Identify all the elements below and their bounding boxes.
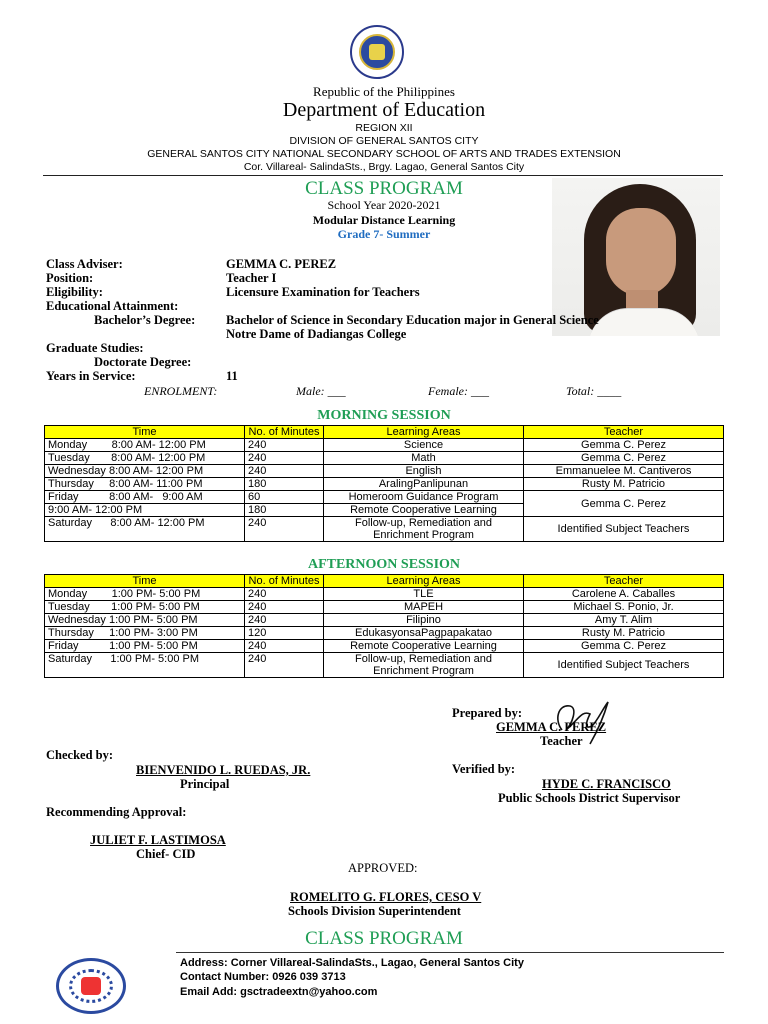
minutes-cell: 240 bbox=[245, 653, 324, 678]
years-label: Years in Service: bbox=[46, 369, 136, 383]
education-label: Educational Attainment: bbox=[46, 299, 179, 313]
approved-label: APPROVED: bbox=[348, 861, 418, 875]
bachelor-value: Bachelor of Science in Secondary Education major in General Science bbox=[226, 313, 599, 327]
verified-by-name: HYDE C. FRANCISCO bbox=[542, 777, 671, 791]
minutes-cell: 240 bbox=[245, 640, 324, 653]
recommending-title: Chief- CID bbox=[136, 847, 196, 861]
teacher-cell: Identified Subject Teachers bbox=[524, 517, 724, 542]
minutes-cell: 120 bbox=[245, 627, 324, 640]
area-cell: TLE bbox=[324, 588, 524, 601]
teacher-cell: Gemma C. Perez bbox=[524, 491, 724, 517]
bachelor-label: Bachelor’s Degree: bbox=[94, 313, 196, 327]
table-row bbox=[45, 653, 724, 678]
teacher-cell: Emmanuelee M. Cantiveros bbox=[524, 465, 724, 478]
address-line: Cor. Villareal- SalindaSts., Brgy. Lagao, General Santos City bbox=[243, 161, 525, 173]
school-year: School Year 2020-2021 bbox=[327, 198, 441, 212]
total-count: Total: ____ bbox=[566, 384, 622, 398]
area-cell: Homeroom Guidance Program bbox=[324, 491, 524, 504]
deped-seal-logo bbox=[350, 25, 404, 79]
afternoon-session-title: AFTERNOON SESSION bbox=[307, 557, 461, 572]
table-row bbox=[45, 439, 724, 452]
time-cell: Monday 1:00 PM- 5:00 PM bbox=[45, 588, 245, 601]
area-cell: Math bbox=[324, 452, 524, 465]
position-label: Position: bbox=[46, 271, 94, 285]
checked-by-title: Principal bbox=[180, 777, 230, 791]
prepared-by-label: Prepared by: bbox=[452, 706, 523, 720]
table-header-row bbox=[45, 575, 724, 588]
footer-class-program-title: CLASS PROGRAM bbox=[305, 928, 463, 949]
eligibility-label: Eligibility: bbox=[46, 285, 103, 299]
area-cell: MAPEH bbox=[324, 601, 524, 614]
teacher-cell: Gemma C. Perez bbox=[524, 452, 724, 465]
learning-mode: Modular Distance Learning bbox=[312, 213, 456, 227]
time-cell: Thursday 1:00 PM- 3:00 PM bbox=[45, 627, 245, 640]
teacher-cell: Gemma C. Perez bbox=[524, 640, 724, 653]
table-row bbox=[45, 452, 724, 465]
adviser-label: Class Adviser: bbox=[46, 257, 123, 271]
time-cell: Thursday 8:00 AM- 11:00 PM bbox=[45, 478, 245, 491]
area-cell: Follow-up, Remediation and Enrichment Program bbox=[324, 653, 524, 678]
header-time: Time bbox=[45, 426, 245, 439]
table-row bbox=[45, 614, 724, 627]
area-cell: English bbox=[324, 465, 524, 478]
minutes-cell: 180 bbox=[245, 504, 324, 517]
table-row bbox=[45, 465, 724, 478]
adviser-value: GEMMA C. PEREZ bbox=[226, 257, 337, 271]
recommending-label: Recommending Approval: bbox=[46, 805, 187, 819]
teacher-cell: Carolene A. Caballes bbox=[524, 588, 724, 601]
time-cell: Wednesday 8:00 AM- 12:00 PM bbox=[45, 465, 245, 478]
table-row bbox=[45, 517, 724, 542]
footer-divider bbox=[176, 952, 724, 953]
header-teacher: Teacher bbox=[524, 426, 724, 439]
class-program-title: CLASS PROGRAM bbox=[305, 178, 463, 199]
header-minutes: No. of Minutes bbox=[245, 575, 324, 588]
minutes-cell: 240 bbox=[245, 452, 324, 465]
time-cell: Tuesday 1:00 PM- 5:00 PM bbox=[45, 601, 245, 614]
minutes-cell: 240 bbox=[245, 588, 324, 601]
minutes-cell: 240 bbox=[245, 614, 324, 627]
table-row bbox=[45, 640, 724, 653]
header-learning-areas: Learning Areas bbox=[324, 575, 524, 588]
minutes-cell: 240 bbox=[245, 465, 324, 478]
verified-by-label: Verified by: bbox=[452, 762, 516, 776]
minutes-cell: 240 bbox=[245, 439, 324, 452]
position-value: Teacher I bbox=[226, 271, 277, 285]
table-row bbox=[45, 601, 724, 614]
school-line: GENERAL SANTOS CITY NATIONAL SECONDARY SCHOOL OF ARTS AND TRADES EXTENSION bbox=[147, 148, 621, 160]
minutes-cell: 240 bbox=[245, 601, 324, 614]
teacher-cell: Identified Subject Teachers bbox=[524, 653, 724, 678]
prepared-by-title: Teacher bbox=[540, 734, 583, 748]
area-cell: Remote Cooperative Learning bbox=[324, 504, 524, 517]
school-seal-logo bbox=[56, 958, 126, 1014]
enrolment-label: ENROLMENT: bbox=[144, 384, 218, 398]
area-cell: AralingPanlipunan bbox=[324, 478, 524, 491]
years-value: 11 bbox=[226, 369, 238, 383]
region-line: REGION XII bbox=[355, 122, 413, 134]
table-row bbox=[45, 627, 724, 640]
prepared-by-name: GEMMA C. PEREZ bbox=[496, 720, 607, 734]
area-cell: Science bbox=[324, 439, 524, 452]
minutes-cell: 60 bbox=[245, 491, 324, 504]
checked-by-label: Checked by: bbox=[46, 748, 114, 762]
table-row bbox=[45, 588, 724, 601]
time-cell: Friday 1:00 PM- 5:00 PM bbox=[45, 640, 245, 653]
checked-by-name: BIENVENIDO L. RUEDAS, JR. bbox=[136, 763, 311, 777]
republic-line: Republic of the Philippines bbox=[313, 84, 455, 99]
header-time: Time bbox=[45, 575, 245, 588]
time-cell: Wednesday 1:00 PM- 5:00 PM bbox=[45, 614, 245, 627]
teacher-cell: Rusty M. Patricio bbox=[524, 478, 724, 491]
footer-contact: Contact Number: 0926 039 3713 bbox=[180, 971, 346, 983]
teacher-cell: Rusty M. Patricio bbox=[524, 627, 724, 640]
header-minutes: No. of Minutes bbox=[245, 426, 324, 439]
doctorate-label: Doctorate Degree: bbox=[94, 355, 192, 369]
footer-address: Address: Corner Villareal-SalindaSts., Lagao, General Santos City bbox=[180, 957, 524, 969]
graduate-label: Graduate Studies: bbox=[46, 341, 144, 355]
time-cell: Saturday 8:00 AM- 12:00 PM bbox=[45, 517, 245, 542]
division-line: DIVISION OF GENERAL SANTOS CITY bbox=[289, 135, 479, 147]
area-cell: EdukasyonsaPagpapakatao bbox=[324, 627, 524, 640]
footer-email: Email Add: gsctradeextn@yahoo.com bbox=[180, 986, 378, 998]
morning-session-title: MORNING SESSION bbox=[317, 408, 451, 423]
recommending-name: JULIET F. LASTIMOSA bbox=[90, 833, 226, 847]
eligibility-value: Licensure Examination for Teachers bbox=[226, 285, 420, 299]
time-cell: 9:00 AM- 12:00 PM bbox=[45, 504, 245, 517]
time-cell: Tuesday 8:00 AM- 12:00 PM bbox=[45, 452, 245, 465]
minutes-cell: 180 bbox=[245, 478, 324, 491]
time-cell: Monday 8:00 AM- 12:00 PM bbox=[45, 439, 245, 452]
afternoon-schedule-table bbox=[44, 574, 724, 678]
approved-title: Schools Division Superintendent bbox=[288, 904, 461, 918]
morning-schedule-table bbox=[44, 425, 724, 542]
grade-label: Grade 7- Summer bbox=[337, 227, 431, 241]
table-row bbox=[45, 491, 724, 504]
table-header-row bbox=[45, 426, 724, 439]
area-cell: Remote Cooperative Learning bbox=[324, 640, 524, 653]
header-divider bbox=[43, 175, 723, 176]
approved-name: ROMELITO G. FLORES, CESO V bbox=[290, 890, 482, 904]
teacher-cell: Michael S. Ponio, Jr. bbox=[524, 601, 724, 614]
verified-by-title: Public Schools District Supervisor bbox=[498, 791, 681, 805]
male-count: Male: ___ bbox=[296, 384, 346, 398]
time-cell: Saturday 1:00 PM- 5:00 PM bbox=[45, 653, 245, 678]
time-cell: Friday 8:00 AM- 9:00 AM bbox=[45, 491, 245, 504]
area-cell: Follow-up, Remediation and Enrichment Program bbox=[324, 517, 524, 542]
header-learning-areas: Learning Areas bbox=[324, 426, 524, 439]
area-cell: Filipino bbox=[324, 614, 524, 627]
minutes-cell: 240 bbox=[245, 517, 324, 542]
header-teacher: Teacher bbox=[524, 575, 724, 588]
department-title: Department of Education bbox=[282, 99, 486, 121]
teacher-cell: Amy T. Alim bbox=[524, 614, 724, 627]
female-count: Female: ___ bbox=[428, 384, 489, 398]
college-value: Notre Dame of Dadiangas College bbox=[226, 327, 407, 341]
table-row bbox=[45, 478, 724, 491]
teacher-cell: Gemma C. Perez bbox=[524, 439, 724, 452]
